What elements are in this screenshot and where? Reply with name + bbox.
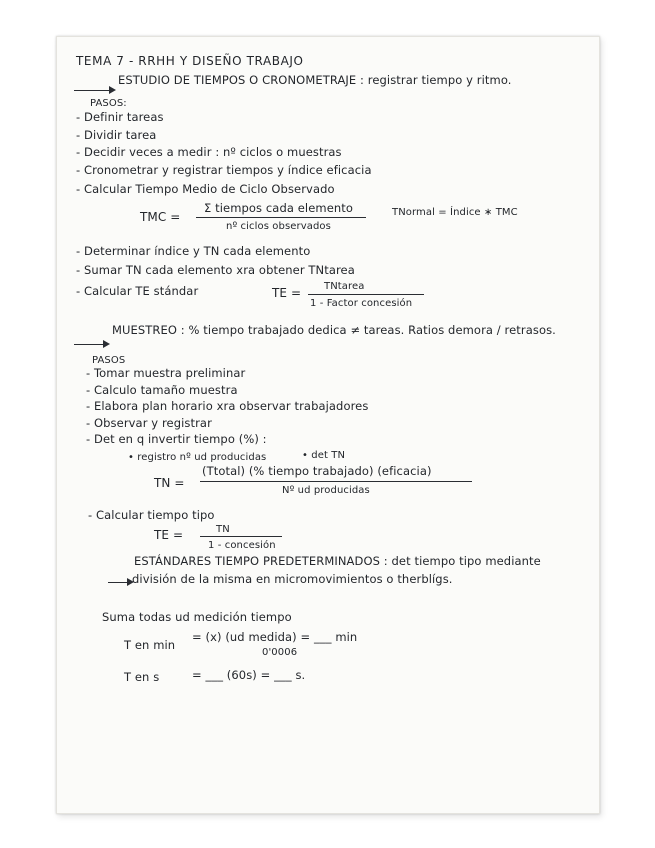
fraction-bar [308, 294, 424, 295]
section-heading-estandares-cont: división de la misma en micromovimientos o therblígs. [132, 572, 453, 586]
arrow-icon [74, 90, 114, 91]
bullet-item: • registro nº ud producidas [128, 452, 267, 463]
section-heading-muestreo: MUESTREO : % tiempo trabajado dedica ≠ tareas. Ratios demora / retrasos. [112, 323, 556, 337]
formula-ts-lhs: T en s [124, 670, 160, 684]
page-title: TEMA 7 - RRHH Y DISEÑO TRABAJO [76, 54, 304, 68]
list-item: - Definir tareas [76, 110, 164, 124]
formula-ts-rhs: = ___ (60s) = ___ s. [192, 668, 306, 682]
formula-tmin-rhs: = (x) (ud medida) = ___ min [192, 630, 358, 644]
list-item: - Calcular tiempo tipo [88, 508, 215, 522]
fraction-bar [196, 217, 366, 218]
formula-te2-denominator: 1 - concesión [208, 540, 276, 551]
fraction-bar [200, 481, 472, 482]
formula-te2-numerator: TN [216, 524, 230, 535]
formula-tn-denominator: Nº ud producidas [282, 485, 370, 496]
formula-tn-lhs: TN = [154, 476, 185, 490]
formula-te-denominator: 1 - Factor concesión [310, 298, 413, 309]
list-item: - Decidir veces a medir : nº ciclos o muestras [76, 145, 342, 159]
formula-tmin-subscript: 0'0006 [262, 647, 298, 658]
list-item: - Determinar índice y TN cada elemento [76, 244, 311, 258]
formula-tmin-lhs: T en min [124, 638, 176, 652]
list-item: - Elabora plan horario xra observar trabajadores [86, 399, 369, 413]
list-item: - Cronometrar y registrar tiempos y índice eficacia [76, 163, 372, 177]
fraction-bar [200, 536, 282, 537]
list-item: - Calcular Tiempo Medio de Ciclo Observado [76, 182, 335, 196]
formula-te-lhs: TE = [272, 286, 302, 300]
formula-tmc-lhs: TMC = [140, 210, 181, 224]
formula-te-numerator: TNtarea [324, 281, 365, 292]
pasos-label: PASOS [92, 355, 126, 366]
formula-tmc-denominator: nº ciclos observados [226, 221, 331, 232]
list-item: - Det en q invertir tiempo (%) : [86, 432, 267, 446]
suma-text: Suma todas ud medición tiempo [102, 610, 292, 624]
section-heading-estandares: ESTÁNDARES TIEMPO PREDETERMINADOS : det tiempo tipo mediante [134, 554, 541, 568]
formula-tmc-numerator: Σ tiempos cada elemento [204, 201, 354, 215]
list-item: - Calcular TE stándar [76, 284, 199, 298]
list-item: - Tomar muestra preliminar [86, 366, 246, 380]
pasos-label: PASOS: [90, 98, 127, 109]
bullet-item: • det TN [302, 450, 346, 461]
list-item: - Observar y registrar [86, 416, 212, 430]
section-heading-cronometraje: ESTUDIO DE TIEMPOS O CRONOMETRAJE : registrar tiempo y ritmo. [118, 73, 512, 87]
formula-tn-numerator: (Ttotal) (% tiempo trabajado) (eficacia) [202, 464, 432, 478]
formula-tnormal: TNormal = Índice ∗ TMC [392, 207, 518, 218]
list-item: - Dividir tarea [76, 128, 157, 142]
list-item: - Calculo tamaño muestra [86, 383, 238, 397]
arrow-icon [74, 344, 108, 345]
list-item: - Sumar TN cada elemento xra obtener TNtarea [76, 263, 355, 277]
formula-te2-lhs: TE = [154, 528, 184, 542]
arrow-icon [108, 582, 132, 583]
